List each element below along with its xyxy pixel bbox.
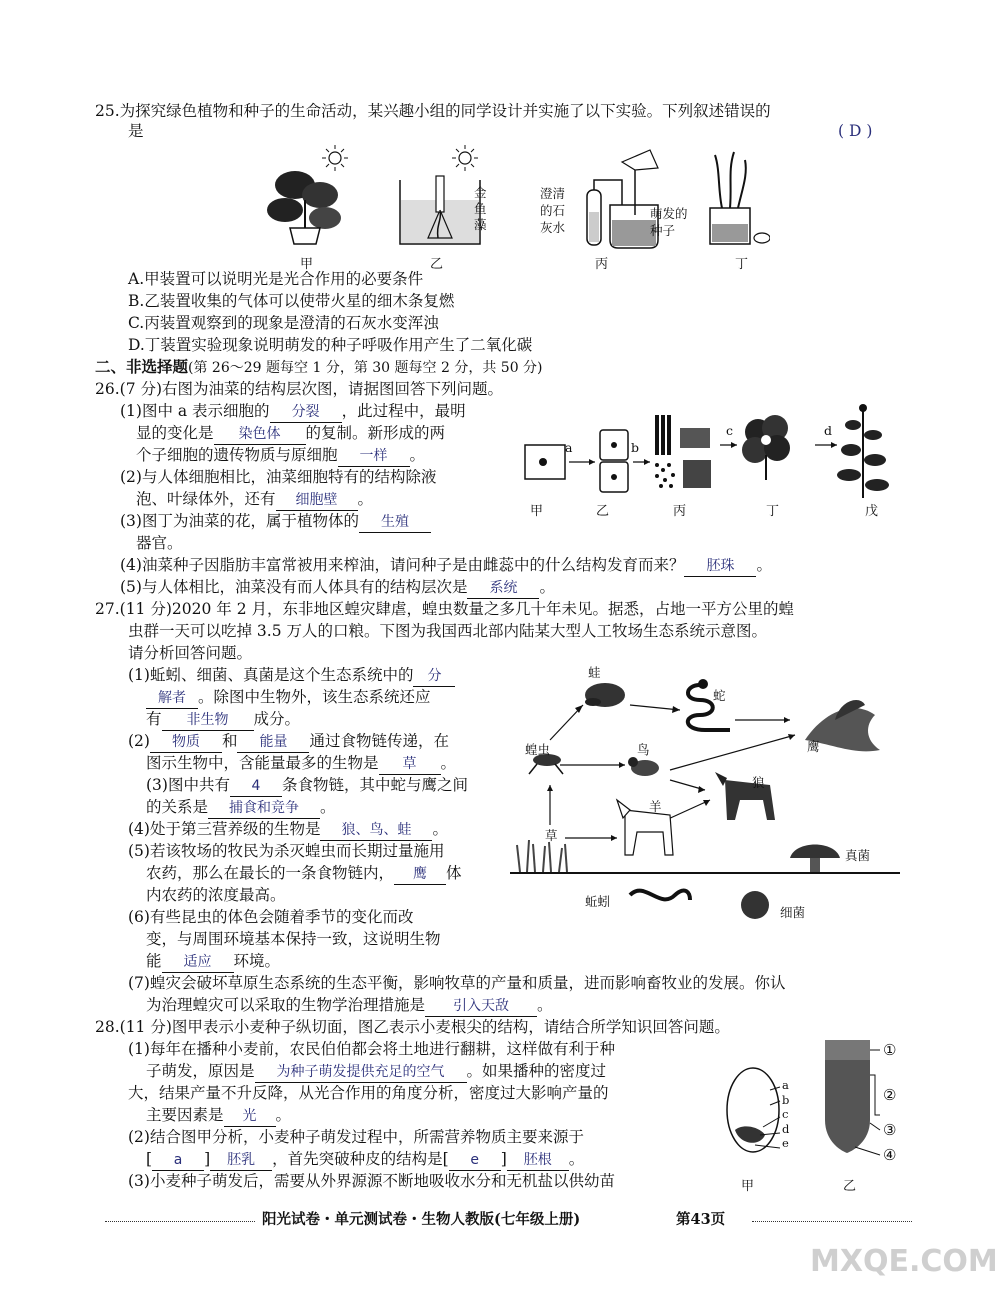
q27-line: (2) 物质 和 能量 通过食物链传递，在 (128, 731, 449, 753)
caption-ding: 丁 (735, 257, 749, 272)
q28-line: [ a ] 胚乳 ，首先突破种皮的结构是[ e ] 胚根 。 (146, 1149, 584, 1171)
q25-option-b: B.乙装置收集的气体可以使带火星的细木条复燃 (128, 292, 455, 310)
answer-blank: 引入天敌 (425, 996, 537, 1017)
q27-line: 为治理蝗灾可以采取的生物学治理措施是 引入天敌 。 (146, 995, 553, 1017)
q27-line: 有 非生物 成分。 (146, 709, 300, 731)
q28-line: 主要因素是 光 。 (146, 1105, 291, 1127)
beaker-icon (400, 176, 480, 244)
earthworm-icon (630, 891, 690, 900)
q26-line: (1)图中 a 表示细胞的 分裂 ，此过程中，最明 (120, 401, 466, 423)
answer-blank: 生殖 (359, 512, 431, 533)
q25-option-d: D.丁装置实验现象说明萌发的种子呼吸作用产生了二氧化碳 (128, 336, 533, 354)
answer-blank: 胚珠 (684, 556, 756, 577)
fig-label-d: d (824, 423, 833, 438)
jar-sprouts-icon (710, 152, 770, 244)
answer-blank: 鹰 (394, 864, 446, 885)
q26-stem: 26.(7 分)右图为油菜的结构层次图，请据图回答下列问题。 (95, 380, 504, 398)
q27-line: 的关系是 捕食和竞争 。 (146, 797, 336, 819)
fig-label-mengfa: 萌发的 种子 (650, 206, 688, 238)
watermark: MXQE.COM (810, 1244, 998, 1279)
answer-blank: 捕食和竞争 (208, 798, 320, 819)
q25-stem-line2: 是 (128, 122, 144, 140)
caption-ding: 丁 (766, 504, 780, 519)
q27-stem-line2: 虫群一天可以吃掉 3.5 万人的口粮。下图为我国西北部内陆某大型人工牧场生态系统示意图。 (128, 622, 768, 640)
web-label-eagle: 鹰 (807, 739, 820, 754)
q26-line: 泡、叶绿体外，还有 细胞壁 。 (136, 489, 373, 511)
q27-line: 农药，那么在最长的一条食物链内， 鹰 体 (146, 863, 462, 885)
web-label-frog: 蛙 (588, 665, 601, 680)
answer-blank: 能量 (237, 732, 309, 753)
q28-line: 子萌发，原因是 为种子萌发提供充足的空气 。如果播种的密度过 (146, 1061, 606, 1083)
web-label-wolf: 狼 (752, 775, 765, 790)
rape-plant-icon (837, 404, 889, 498)
caption-bing: 丙 (673, 504, 687, 519)
caption-bing: 丙 (595, 257, 609, 272)
q26-line: (3)图丁为油菜的花，属于植物体的 生殖 (120, 511, 431, 533)
wolf-icon (715, 772, 775, 820)
q27-line: 内农药的浓度最高。 (146, 886, 286, 904)
caption-yi: 乙 (430, 257, 444, 272)
web-label-grass: 草 (545, 828, 558, 843)
caption-jia: 甲 (741, 1179, 755, 1194)
fig-label-jinyuzao: 金鱼藻 (474, 185, 487, 232)
q26-line: 个子细胞的遗传物质与原细胞 一样 。 (136, 445, 425, 467)
web-label-fungi: 真菌 (845, 848, 871, 863)
footer-dots-left (105, 1221, 255, 1222)
q26-line: (5)与人体相比，油菜没有而人体具有的结构层次是 系统 。 (120, 577, 555, 599)
web-label-goat: 羊 (649, 799, 662, 814)
seed-labels: a b c d e (782, 1078, 790, 1150)
web-label-bacteria: 细菌 (780, 905, 806, 920)
bacteria-icon (741, 891, 769, 919)
q27-line: (7)蝗灾会破坏草原生态系统的生态平衡，影响牧草的产量和质量，进而影响畜牧业的发展。你认 (128, 974, 786, 992)
footer-dots-right (752, 1221, 912, 1222)
bird-icon (628, 757, 659, 776)
caption-jia: 甲 (530, 504, 544, 519)
q27-line: (1)蚯蚓、细菌、真菌是这个生态系统中的 分 (128, 665, 455, 687)
answer-blank: 适应 (162, 952, 234, 973)
q28-line: 大，结果产量不升反降，从光合作用的角度分析，密度过大影响产量的 (128, 1084, 609, 1102)
caption-yi: 乙 (596, 504, 610, 519)
web-label-earthworm: 蚯蚓 (585, 894, 611, 909)
q26-line: 器官。 (136, 534, 183, 552)
answer-blank: 染色体 (214, 424, 306, 445)
answer-blank: 解者 (146, 688, 198, 709)
q26-line: (4)油菜种子因脂肪丰富常被用来榨油，请问种子是由雌蕊中的什么结构发育而来？ 胚珠 。 (120, 555, 772, 577)
answer-blank: 狼、鸟、蛙 (320, 820, 432, 841)
web-label-bird: 鸟 (637, 742, 650, 757)
frog-icon (585, 683, 625, 707)
answer-blank: 胚乳 (210, 1150, 272, 1171)
q27-line: (5)若该牧场的牧民为杀灭蝗虫而长期过量施用 (128, 842, 445, 860)
q25-option-a: A.甲装置可以说明光是光合作用的必要条件 (128, 270, 424, 288)
grass-icon (517, 840, 567, 872)
section-heading: 二、非选择题(第 26～29 题每空 1 分，第 30 题每空 2 分，共 50 分) (95, 357, 543, 376)
q25-answer: ( D ) (838, 122, 873, 140)
root-label-2: ② (883, 1086, 897, 1104)
wheat-seed-icon (727, 1068, 779, 1152)
fig-label-a: a (565, 440, 573, 455)
dividing-cells-icon (600, 430, 628, 492)
caption-wu: 戊 (865, 504, 879, 519)
answer-blank: 物质 (150, 732, 222, 753)
fig-label-c: c (726, 423, 734, 438)
q25-experiment-figure (250, 140, 770, 270)
answer-blank: 分 (413, 666, 455, 687)
q27-line: 解者 。除图中生物外，该生态系统还应 (146, 687, 431, 709)
q25-stem-line1: 25.为探究绿色植物和种子的生命活动，某兴趣小组的同学设计并实施了以下实验。下列叙述错误的 (95, 102, 771, 120)
fig-label-b: b (631, 440, 640, 455)
web-label-locust: 蝗虫 (525, 742, 551, 757)
root-label-1: ① (883, 1041, 897, 1059)
web-label-snake: 蛇 (713, 688, 726, 703)
answer-blank: 一样 (338, 446, 410, 467)
caption-yi: 乙 (843, 1179, 857, 1194)
q27-stem-line3: 请分析回答问题。 (128, 644, 253, 662)
q28-line: (1)每年在播种小麦前，农民伯伯都会将土地进行翻耕，这样做有利于种 (128, 1040, 615, 1058)
q27-line: 能 适应 环境。 (146, 951, 280, 973)
root-tip-icon (825, 1040, 870, 1153)
root-label-3: ③ (883, 1121, 897, 1139)
cell-icon (525, 445, 565, 479)
footer-page-number: 第43页 (676, 1211, 726, 1228)
q26-line: 显的变化是 染色体 的复制。新形成的两 (136, 423, 445, 445)
root-label-4: ④ (883, 1146, 897, 1164)
q28-line: (3)小麦种子萌发后，需要从外界源源不断地吸收水分和无机盐以供幼苗 (128, 1172, 615, 1190)
mushroom-icon (790, 845, 840, 873)
bottle-apparatus-icon (587, 150, 658, 248)
answer-blank: 非生物 (162, 710, 254, 731)
q26-line: (2)与人体细胞相比，油菜细胞特有的结构除液 (120, 468, 437, 486)
flower-icon (742, 415, 790, 480)
answer-blank: 细胞壁 (276, 490, 358, 511)
q27-line: (3)图中共有 4 条食物链，其中蛇与鹰之间 (146, 775, 468, 797)
q27-stem-line1: 27.(11 分)2020 年 2 月，东非地区蝗灾肆虐，蝗虫数量之多几十年未见。据悉，占地一平方公里的蝗 (95, 600, 794, 618)
footer-title: 阳光试卷・单元测试卷・生物人教版(七年级上册) (262, 1211, 581, 1228)
goat-icon (617, 800, 673, 855)
answer-blank: e (449, 1150, 501, 1171)
caption-jia: 甲 (300, 257, 314, 272)
answer-blank: 草 (379, 754, 441, 775)
sun-icon (322, 145, 348, 171)
q28-stem: 28.(11 分)图甲表示小麦种子纵切面，图乙表示小麦根尖的结构，请结合所学知识回答问题。 (95, 1018, 730, 1036)
answer-blank: 光 (224, 1106, 276, 1127)
q27-line: 图示生物中，含能量最多的生物是 草 。 (146, 753, 456, 775)
q25-option-c: C.丙装置观察到的现象是澄清的石灰水变浑浊 (128, 314, 439, 332)
sun-icon (452, 145, 478, 171)
tissues-icon (655, 415, 711, 488)
answer-blank: 为种子萌发提供充足的空气 (255, 1062, 467, 1083)
q28-line: (2)结合图甲分析，小麦种子萌发过程中，所需营养物质主要来源于 (128, 1128, 584, 1146)
q27-line: (4)处于第三营养级的生物是 狼、鸟、蛙 。 (128, 819, 448, 841)
answer-blank: 系统 (467, 578, 539, 599)
q27-line: 变，与周围环境基本保持一致，这说明生物 (146, 930, 441, 948)
q27-line: (6)有些昆虫的体色会随着季节的变化而改 (128, 908, 414, 926)
fig-label-shihuishui: 澄清 的石 灰水 (540, 186, 566, 235)
answer-blank: 分裂 (270, 402, 342, 423)
potted-plant-icon (267, 171, 341, 244)
answer-blank: a (152, 1150, 204, 1171)
answer-blank: 胚根 (507, 1150, 569, 1171)
answer-blank: 4 (230, 776, 282, 797)
q27-food-web-figure (505, 660, 900, 930)
